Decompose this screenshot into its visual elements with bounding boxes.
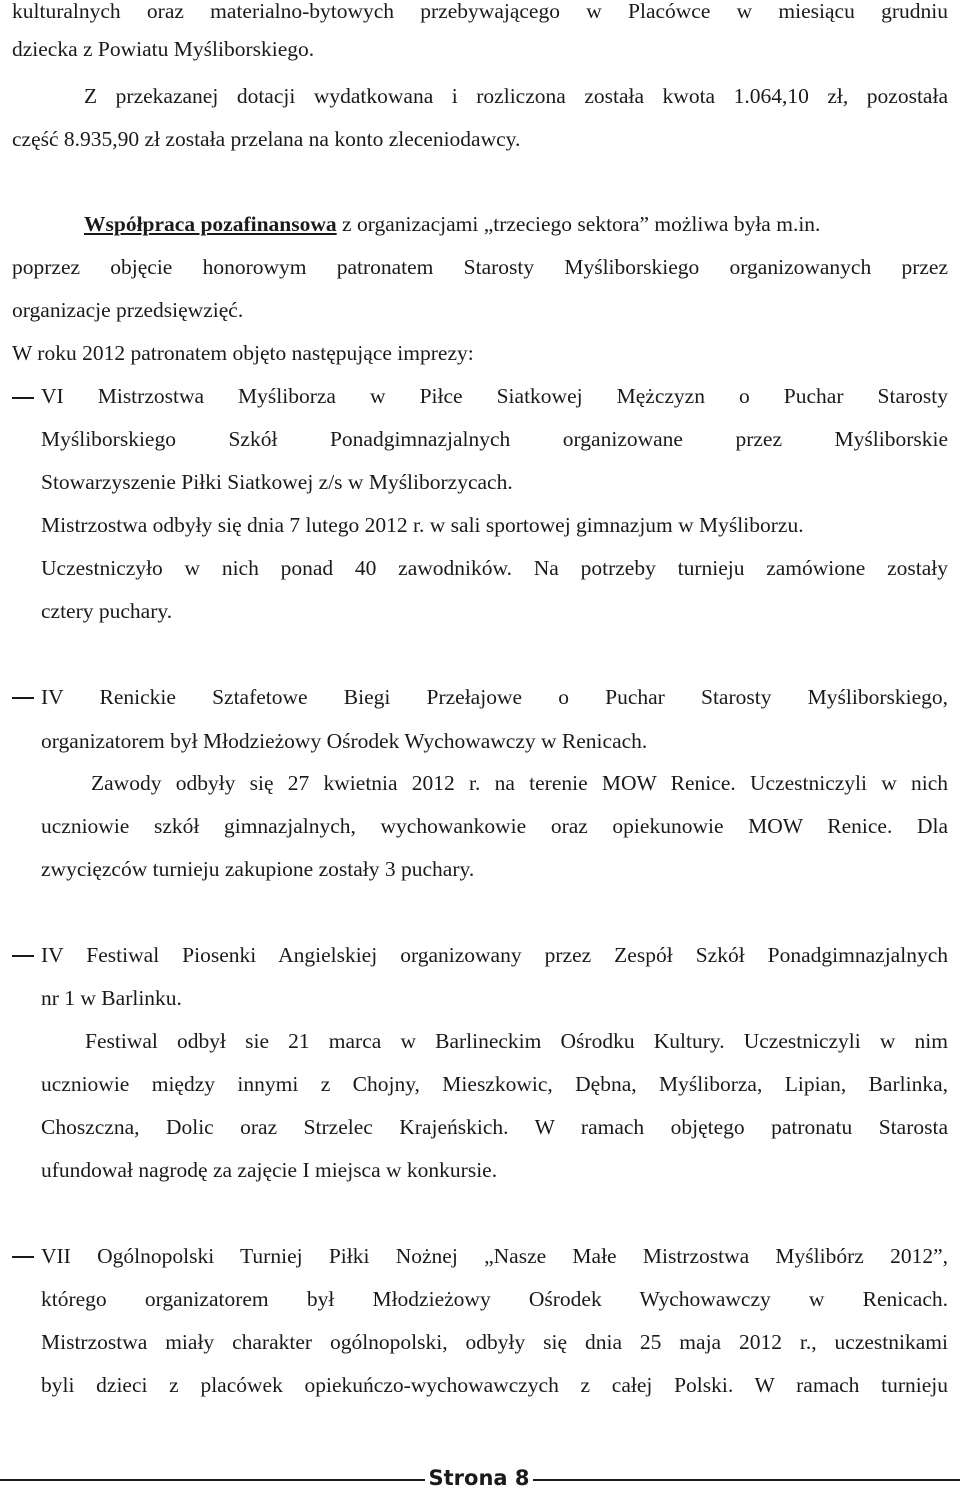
paragraph-line: poprzez objęcie honorowym patronatem Starosty Myśliborskiego organizowanych przez [12, 255, 948, 279]
list-item-line: Choszczna, Dolic oraz Strzelec Krajeńskich. W ramach objętego patronatu Starosta [41, 1115, 948, 1139]
list-item-line: VI Mistrzostwa Myśliborza w Piłce Siatkowej Mężczyzn o Puchar Starosty [41, 384, 948, 408]
paragraph-line [84, 209, 820, 239]
list-item-line: IV Festiwal Piosenki Angielskiej organizowany przez Zespół Szkół Ponadgimnazjalnych [41, 943, 948, 967]
paragraph-text: z organizacjami „trzeciego sektora” możliwa była m.in. [336, 212, 821, 236]
list-item-line: IV Renickie Sztafetowe Biegi Przełajowe o Puchar Starosty Myśliborskiego, [41, 685, 948, 709]
list-bullet-dash [12, 955, 34, 957]
list-item-line: Mistrzostwa miały charakter ogólnopolski, odbyły się dnia 25 maja 2012 r., uczestnikami [41, 1330, 948, 1354]
list-item-line: cztery puchary. [41, 599, 173, 623]
list-item-line: Mistrzostwa odbyły się dnia 7 lutego 2012 r. w sali sportowej gimnazjum w Myśliborzu. [41, 513, 804, 537]
footer-rule-left [0, 1479, 425, 1481]
list-item-line: ufundował nagrodę za zajęcie I miejsca w konkursie. [41, 1158, 498, 1182]
list-item-line: którego organizatorem był Młodzieżowy Ośrodek Wychowawczy w Renicach. [41, 1287, 948, 1311]
list-bullet-dash [12, 1256, 34, 1258]
list-item-line: Stowarzyszenie Piłki Siatkowej z/s w Myśliborzycach. [41, 470, 513, 494]
footer-rule-right [533, 1479, 960, 1481]
list-item-line: Uczestniczyło w nich ponad 40 zawodników. Na potrzeby turnieju zamówione zostały [41, 556, 948, 580]
paragraph-line: Z przekazanej dotacji wydatkowana i rozliczona została kwota 1.064,10 zł, pozostała [84, 84, 948, 108]
list-item-line: organizatorem był Młodzieżowy Ośrodek Wychowawczy w Renicach. [41, 729, 648, 753]
list-bullet-dash [12, 397, 34, 399]
paragraph-line: część 8.935,90 zł została przelana na konto zleceniodawcy. [12, 127, 521, 151]
list-item-line: nr 1 w Barlinku. [41, 986, 182, 1010]
list-item-line: VII Ogólnopolski Turniej Piłki Nożnej „Nasze Małe Mistrzostwa Myślibórz 2012”, [41, 1244, 948, 1268]
list-item-line: uczniowie między innymi z Chojny, Mieszkowic, Dębna, Myśliborza, Lipian, Barlinka, [41, 1072, 948, 1096]
list-intro: W roku 2012 patronatem objęto następujące imprezy: [12, 341, 474, 365]
list-item-line: byli dzieci z placówek opiekuńczo-wychowawczych z całej Polski. W ramach turnieju [41, 1373, 948, 1397]
list-item-line: Zawody odbyły się 27 kwietnia 2012 r. na terenie MOW Renice. Uczestniczyli w nich [91, 771, 948, 795]
list-item-line: Myśliborskiego Szkół Ponadgimnazjalnych organizowane przez Myśliborskie [41, 427, 948, 451]
list-bullet-dash [12, 697, 34, 699]
list-item-line: Festiwal odbył sie 21 marca w Barlineckim Ośrodku Kultury. Uczestniczyli w nim [85, 1029, 948, 1053]
paragraph-line: dziecka z Powiatu Myśliborskiego. [12, 37, 315, 61]
list-item-line: zwycięzców turnieju zakupione zostały 3 puchary. [41, 857, 475, 881]
page-number: Strona 8 [428, 1466, 530, 1490]
list-item-line: uczniowie szkół gimnazjalnych, wychowankowie oraz opiekunowie MOW Renice. Dla [41, 814, 948, 838]
emphasis-text: Współpraca pozafinansowa [84, 212, 337, 236]
paragraph-line: organizacje przedsięwzięć. [12, 298, 244, 322]
paragraph-line: kulturalnych oraz materialno-bytowych przebywającego w Placówce w miesiącu grudniu [12, 0, 948, 23]
